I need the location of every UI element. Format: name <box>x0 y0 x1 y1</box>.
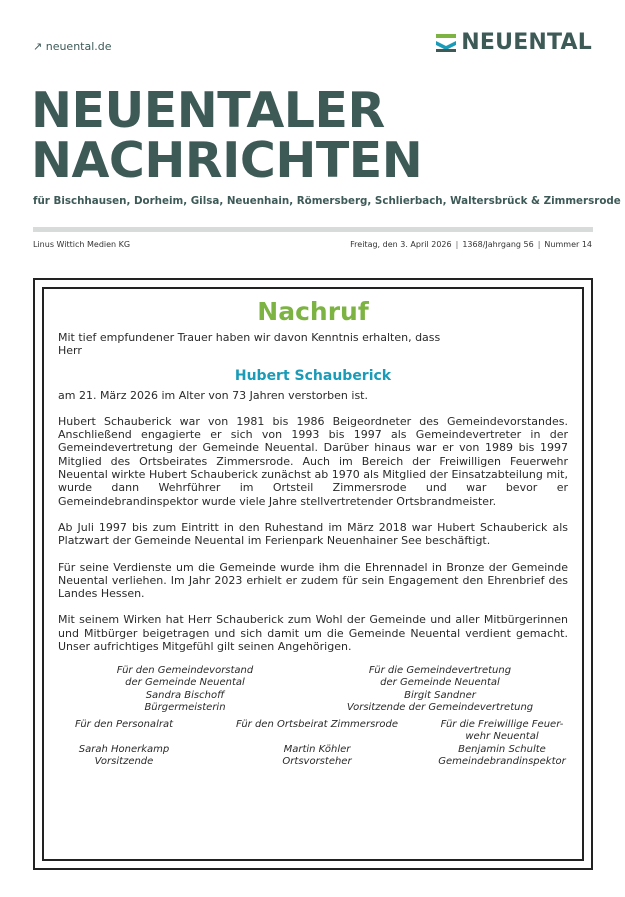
signature-gemeindevertretung <box>345 665 535 715</box>
signature-name: Benjamin Schulte <box>458 743 546 755</box>
paragraph-honors: Für seine Verdienste um die Gemeinde wurde ihm die Ehrennadel in Bronze der Gemeinde Neuental verliehen. Im Jahr 2023 erhielt er zudem für sein Engagement den Ehrenbrief des Landes Hessen. <box>58 560 568 601</box>
signature-personalrat <box>64 719 184 769</box>
signature-ortsbeirat <box>232 719 402 769</box>
masthead-line-2: NACHRICHTEN <box>31 132 423 189</box>
masthead-title <box>31 82 423 189</box>
signature-line: der Gemeinde Neuental <box>380 677 500 689</box>
deceased-name: Hubert Schauberick <box>234 367 392 384</box>
spacer <box>232 731 402 743</box>
separator: | <box>455 240 459 249</box>
issue-info <box>350 240 592 249</box>
site-link-text: neuental.de <box>45 40 112 53</box>
arrow-icon: ↗ <box>33 40 43 53</box>
intro-line-1: Mit tief empfundener Trauer haben wir davon Kenntnis erhalten, dass <box>58 331 441 344</box>
masthead-line-1: NEUENTALER <box>31 82 385 139</box>
signature-line: der Gemeinde Neuental <box>125 677 245 689</box>
logo-text: NEUENTAL <box>461 30 592 55</box>
signature-feuerwehr <box>432 719 572 769</box>
signature-name: Birgit Sandner <box>404 689 476 701</box>
header-divider <box>33 227 593 232</box>
signature-name: Martin Köhler <box>283 743 351 755</box>
intro-line-2: Herr <box>58 344 82 358</box>
paragraph-condolence: Mit seinem Wirken hat Herr Schauberick zum Wohl der Gemeinde und aller Mitbürgerinnen und Mitbürger beigetragen und sich damit um die Gemeinde Neuental verdient gemacht. Unser aufrichtiges Mitgefühl gilt seinen Angehörigen. <box>58 613 568 654</box>
site-link[interactable] <box>33 40 112 53</box>
obituary-content <box>58 297 568 666</box>
issue-date: Freitag, den 3. April 2026 <box>350 240 452 249</box>
issue-number: Nummer 14 <box>544 240 592 249</box>
publisher: Linus Wittich Medien KG <box>33 240 131 249</box>
signature-gemeindevorstand <box>100 665 270 715</box>
signature-line: wehr Neuental <box>465 731 539 743</box>
signature-line: Für die Freiwillige Feuer- <box>440 719 564 730</box>
signature-line: Für den Personalrat <box>74 719 174 730</box>
separator: | <box>537 240 541 249</box>
signature-name: Sandra Bischoff <box>145 689 225 701</box>
issue-volume: 1368/Jahrgang 56 <box>462 240 534 249</box>
paragraph-career: Hubert Schauberick war von 1981 bis 1986 Beigeordneter des Gemeindevorstandes. Anschließend engagierte er sich von 1993 bis 1997 als Gemeindevertreter in der Gemeindevertretung der Gemeinde Neuental. Darüber hinaus war er von 1989 bis 1997 Mitglied des Ortsbeirates Zimmersrode. Auch im Bereich der Freiwilligen Feuerwehr Neuental wirkte Hubert Schauberick zunächst ab 1970 als Mitglied der Einsatzabteilung mit, wurde dann Wehrführer im Ortsteil Zimmersrode und war bevor er Gemeindebrandinspektor wurde viele Jahre stellvertretender Ortsbrandmeister. <box>58 414 568 508</box>
masthead-subtitle: für Bischhausen, Dorheim, Gilsa, Neuenhain, Römersberg, Schlierbach, Waltersbrück & Zimmersrode <box>33 195 621 207</box>
spacer <box>64 731 184 743</box>
signature-role: Vorsitzende der Gemeindevertretung <box>346 702 534 714</box>
obituary-heading: Nachruf <box>257 297 369 326</box>
signature-line: Für die Gemeindevertretung <box>368 665 512 676</box>
death-notice: am 21. März 2026 im Alter von 73 Jahren verstorben ist. <box>58 388 368 402</box>
signature-name: Sarah Honerkamp <box>78 743 170 755</box>
signature-line: Für den Gemeindevorstand <box>116 665 254 676</box>
signature-role: Vorsitzende <box>94 756 154 768</box>
signature-line: Für den Ortsbeirat Zimmersrode <box>235 719 399 730</box>
logo-mark-icon <box>436 34 456 52</box>
signature-role: Gemeindebrandinspektor <box>438 756 566 768</box>
paragraph-employment: Ab Juli 1997 bis zum Eintritt in den Ruhestand im März 2018 war Hubert Schauberick als Platzwart der Gemeinde Neuental im Ferienpark Neuenhainer See beschäftigt. <box>58 520 568 548</box>
neuental-logo <box>436 30 592 55</box>
signature-role: Bürgermeisterin <box>144 702 226 714</box>
signature-role: Ortsvorsteher <box>282 756 352 768</box>
